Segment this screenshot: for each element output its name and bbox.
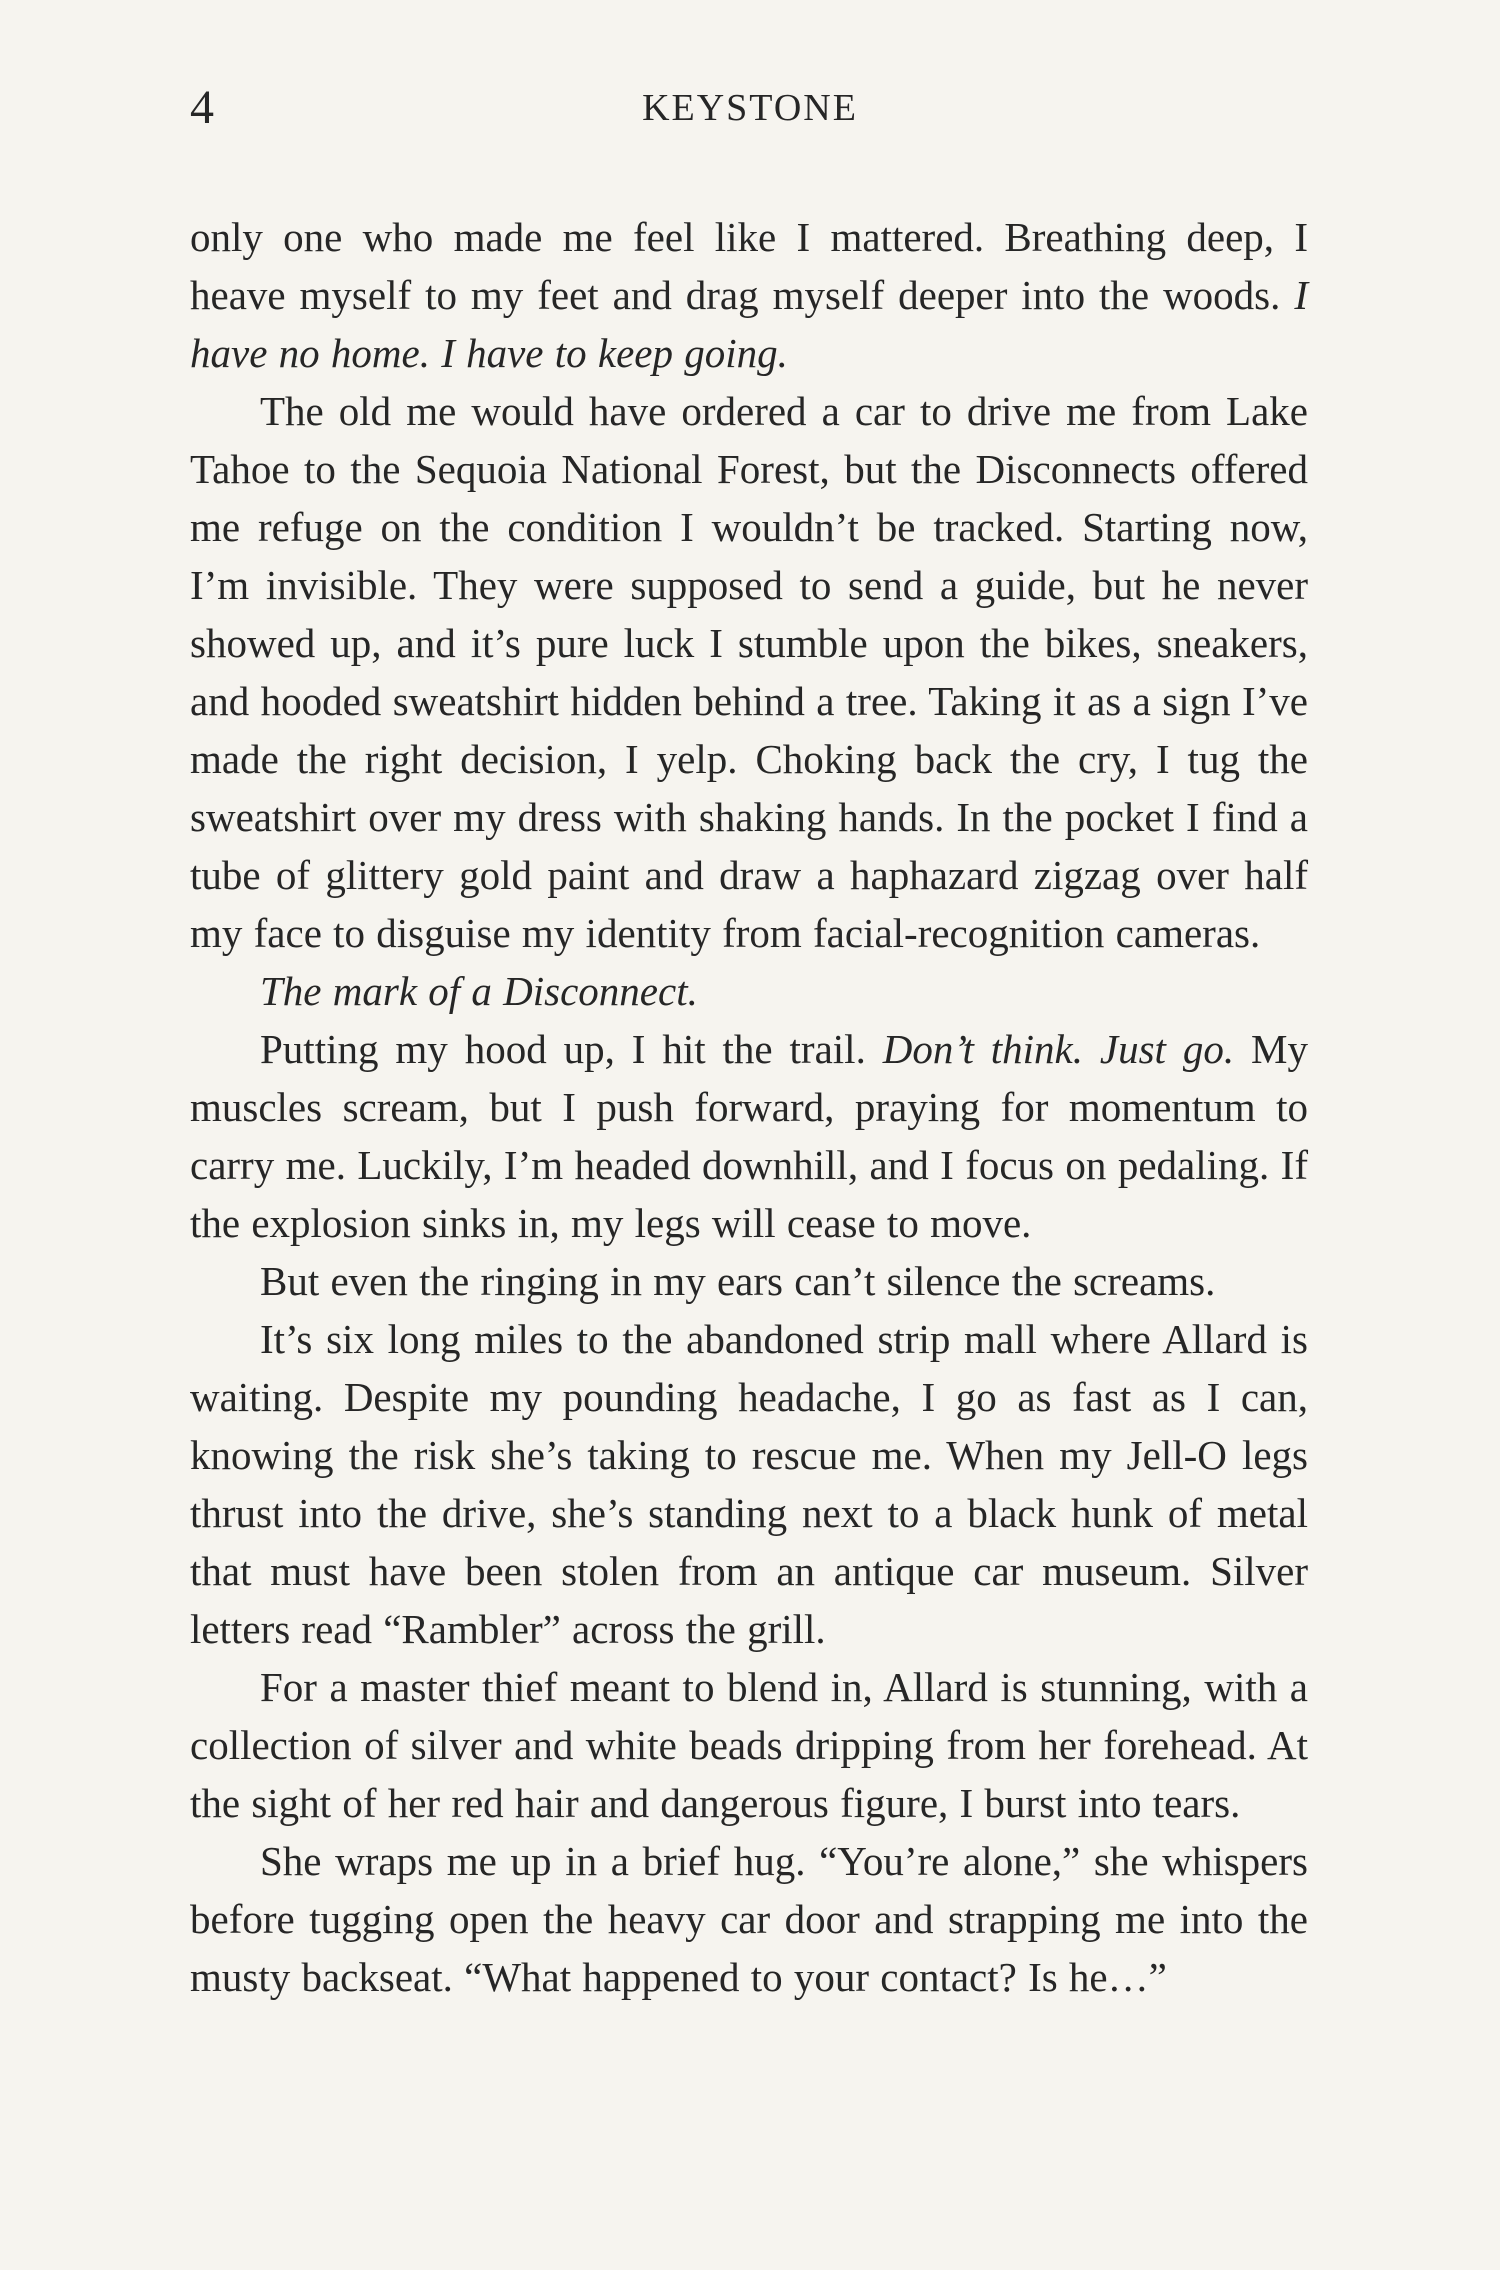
text-run: The old me would have ordered a car to drive me from Lake Tahoe to the Sequoia National Forest, but the Disconnects offered me refuge on the condition I wouldn’t be tracked. Starting now, I’m invisible. They were supposed to send a guide, but he never showed up, and it’s pure luck I stumble upon the bikes, sneakers, and hooded sweatshirt hidden behind a tree. Taking it as a sign I’ve made the right decision, I yelp. Choking back the cry, I tug the sweatshirt over my dress with shaking hands. In the pocket I find a tube of glittery gold paint and draw a haphazard zigzag over half my face to disguise my identity from facial-recognition cameras. bbox=[190, 388, 1308, 956]
page-header bbox=[0, 80, 1500, 140]
paragraph bbox=[190, 1020, 1308, 1252]
text-run: Putting my hood up, I hit the trail. bbox=[260, 1026, 883, 1072]
paragraph bbox=[190, 1310, 1308, 1658]
running-head: KEYSTONE bbox=[642, 87, 858, 129]
body-text bbox=[190, 208, 1308, 2006]
paragraph bbox=[190, 962, 1308, 1020]
paragraph bbox=[190, 208, 1308, 382]
text-run: For a master thief meant to blend in, Allard is stunning, with a collection of silver and white beads dripping from her forehead. At the sight of her red hair and dangerous figure, I burst into tears. bbox=[190, 1664, 1308, 1826]
paragraph bbox=[190, 1658, 1308, 1832]
text-run: My muscles scream, but I push forward, praying for momentum to carry me. Luckily, I’m headed downhill, and I focus on pedaling. If the explosion sinks in, my legs will cease to move. bbox=[190, 1026, 1308, 1246]
text-run: She wraps me up in a brief hug. “You’re alone,” she whispers before tugging open the heavy car door and strapping me into the musty backseat. “What happened to your contact? Is he…” bbox=[190, 1838, 1308, 2000]
italic-text: Don’t think. Just go. bbox=[882, 1026, 1235, 1072]
paragraph bbox=[190, 1252, 1308, 1310]
text-run: only one who made me feel like I mattered. Breathing deep, I heave myself to my feet and drag myself deeper into the woods. bbox=[190, 214, 1308, 318]
paragraph bbox=[190, 1832, 1308, 2006]
paragraph bbox=[190, 382, 1308, 962]
page-number: 4 bbox=[190, 81, 214, 134]
text-run: It’s six long miles to the abandoned strip mall where Allard is waiting. Despite my pounding headache, I go as fast as I can, knowing the risk she’s taking to rescue me. When my Jell-O legs thrust into the drive, she’s standing next to a black hunk of metal that must have been stolen from an antique car museum. Silver letters read “Rambler” across the grill. bbox=[190, 1316, 1308, 1652]
italic-text: The mark of a Disconnect. bbox=[260, 968, 698, 1014]
italic-text: I have no home. I have to keep going. bbox=[190, 272, 1308, 376]
text-run: But even the ringing in my ears can’t silence the screams. bbox=[260, 1258, 1216, 1304]
